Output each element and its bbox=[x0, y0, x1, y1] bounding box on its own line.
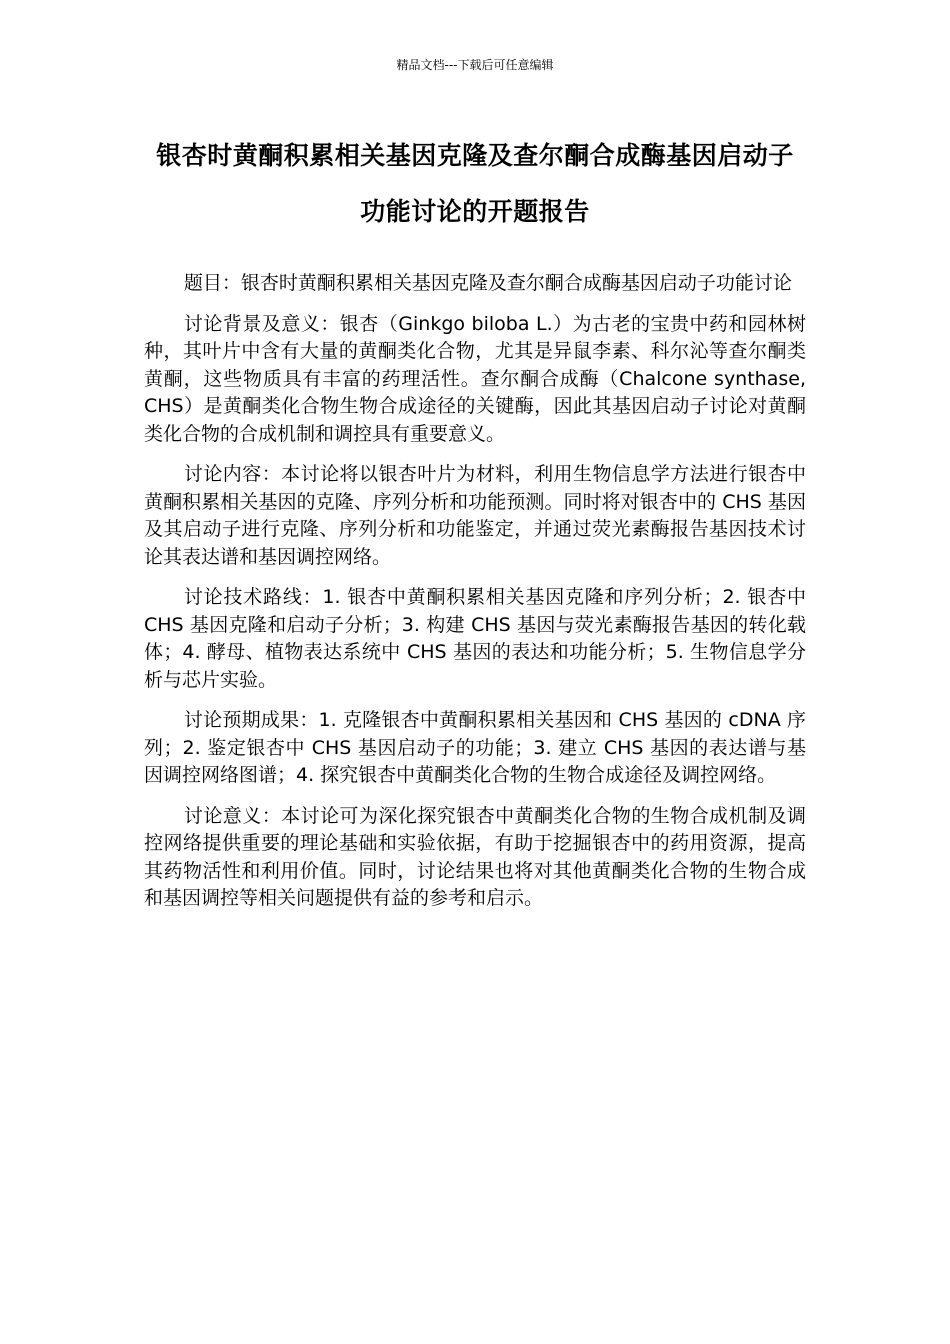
header-note: 精品文档---下载后可任意编辑 bbox=[396, 58, 554, 72]
paragraph-expected-results: 讨论预期成果：1. 克隆银杏中黄酮积累相关基因和 CHS 基因的 cDNA 序列；2. 鉴定银杏中 CHS 基因启动子的功能；3. 建立 CHS 基因的表达谱与基因调控网络图谱；4. 探究银杏中黄酮类化合物的生物合成途径及调控网络。 bbox=[144, 709, 806, 786]
paragraph-content: 讨论内容：本讨论将以银杏叶片为材料，利用生物信息学方法进行银杏中黄酮积累相关基因的克隆、序列分析和功能预测。同时将对银杏中的 CHS 基因及其启动子进行克隆、序列分析和功能鉴定，并通过荧光素酶报告基因技术讨论其表达谱和基因调控网络。 bbox=[144, 463, 806, 568]
document-title: 银杏时黄酮积累相关基因克隆及查尔酮合成酶基因启动子功能讨论的开题报告 bbox=[156, 141, 794, 226]
paragraph-topic: 题目：银杏时黄酮积累相关基因克隆及查尔酮合成酶基因启动子功能讨论 bbox=[183, 272, 792, 294]
document-body bbox=[144, 270, 806, 926]
paragraph-significance: 讨论意义：本讨论可为深化探究银杏中黄酮类化合物的生物合成机制及调控网络提供重要的理论基础和实验依据，有助于挖掘银杏中的药用资源，提高其药物活性和利用价值。同时，讨论结果也将对其他黄酮类化合物的生物合成和基因调控等相关问题提供有益的参考和启示。 bbox=[144, 804, 806, 909]
paragraph-technical-route: 讨论技术路线：1. 银杏中黄酮积累相关基因克隆和序列分析；2. 银杏中 CHS 基因克隆和启动子分析；3. 构建 CHS 基因与荧光素酶报告基因的转化载体；4. 酵母、植物表达系统中 CHS 基因的表达和功能分析；5. 生物信息学分析与芯片实验。 bbox=[144, 586, 806, 691]
paragraph-background: 讨论背景及意义：银杏（Ginkgo biloba L.）为古老的宝贵中药和园林树种，其叶片中含有大量的黄酮类化合物，尤其是异鼠李素、科尔沁等查尔酮类黄酮，这些物质具有丰富的药理活性。查尔酮合成酶（Chalcone synthase, CHS）是黄酮类化合物生物合成途径的关键酶，因此其基因启动子讨论对黄酮类化合物的合成机制和调控具有重要意义。 bbox=[144, 312, 806, 445]
